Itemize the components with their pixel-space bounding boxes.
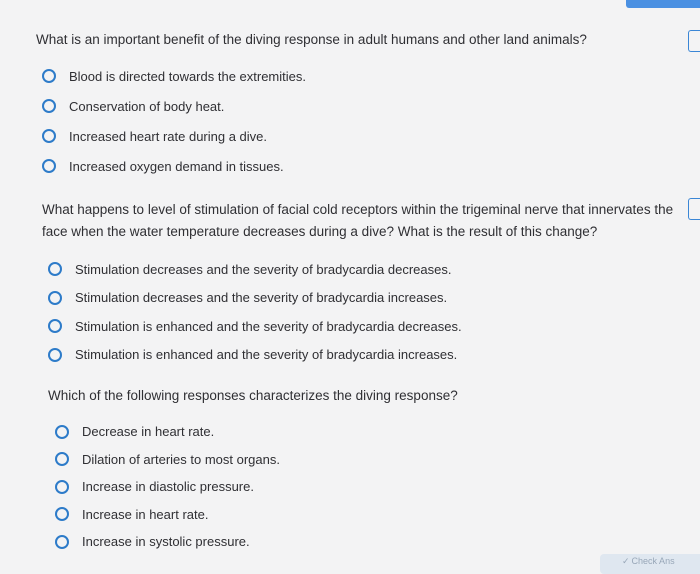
radio-button[interactable] (55, 535, 69, 549)
radio-button[interactable] (42, 159, 56, 173)
question-1-answer-tab[interactable] (688, 30, 700, 52)
question-2-answer-tab[interactable] (688, 198, 700, 220)
option-radio-row[interactable] (48, 284, 462, 313)
question-1-options (42, 61, 306, 181)
radio-button[interactable] (48, 319, 62, 333)
option-radio-row[interactable] (42, 61, 306, 91)
option-radio-row[interactable] (48, 341, 462, 370)
option-label: Dilation of arteries to most organs. (82, 451, 280, 467)
option-radio-row[interactable] (42, 121, 306, 151)
option-label: Conservation of body heat. (69, 98, 225, 114)
option-label: Blood is directed towards the extremities. (69, 68, 306, 84)
question-2-options (48, 255, 462, 369)
option-radio-row[interactable] (42, 91, 306, 121)
option-label: Increase in systolic pressure. (82, 534, 250, 550)
radio-button[interactable] (55, 452, 69, 466)
option-radio-row[interactable] (48, 255, 462, 284)
option-label: Decrease in heart rate. (82, 424, 215, 440)
radio-button[interactable] (48, 348, 62, 362)
radio-button[interactable] (48, 291, 62, 305)
option-label: Stimulation decreases and the severity of bradycardia increases. (75, 290, 448, 306)
radio-button[interactable] (42, 99, 56, 113)
option-radio-row[interactable] (42, 151, 306, 181)
option-radio-row[interactable] (55, 528, 280, 556)
option-radio-row[interactable] (55, 501, 280, 529)
check-answer-button[interactable] (600, 554, 700, 574)
question-2-text-line-1: What happens to level of stimulation of facial cold receptors within the trigeminal nerve that innervates the (42, 202, 674, 217)
option-radio-row[interactable] (55, 418, 280, 446)
checkmark-icon: ✓ (622, 556, 630, 566)
question-1 (36, 29, 587, 51)
top-header-bar (626, 0, 700, 8)
option-label: Increase in diastolic pressure. (82, 479, 254, 495)
question-3-text: Which of the following responses characterizes the diving response? (48, 388, 458, 403)
check-answer-label: Check Ans (631, 556, 675, 566)
option-label: Increase in heart rate. (82, 506, 209, 522)
radio-button[interactable] (55, 480, 69, 494)
radio-button[interactable] (42, 69, 56, 83)
question-1-text: What is an important benefit of the diving response in adult humans and other land animals? (36, 32, 587, 47)
question-3 (48, 385, 458, 407)
option-radio-row[interactable] (48, 312, 462, 341)
option-radio-row[interactable] (55, 473, 280, 501)
radio-button[interactable] (55, 507, 69, 521)
option-label: Increased heart rate during a dive. (69, 128, 268, 144)
question-2 (42, 199, 692, 243)
option-label: Stimulation is enhanced and the severity of bradycardia increases. (75, 347, 458, 363)
radio-button[interactable] (48, 262, 62, 276)
question-3-options (55, 418, 280, 556)
option-label: Increased oxygen demand in tissues. (69, 158, 284, 174)
option-label: Stimulation decreases and the severity of bradycardia decreases. (75, 261, 452, 277)
question-2-text-line-2: face when the water temperature decreases during a dive? What is the result of this change? (42, 224, 598, 239)
option-label: Stimulation is enhanced and the severity of bradycardia decreases. (75, 318, 462, 334)
option-radio-row[interactable] (55, 446, 280, 474)
radio-button[interactable] (55, 425, 69, 439)
radio-button[interactable] (42, 129, 56, 143)
